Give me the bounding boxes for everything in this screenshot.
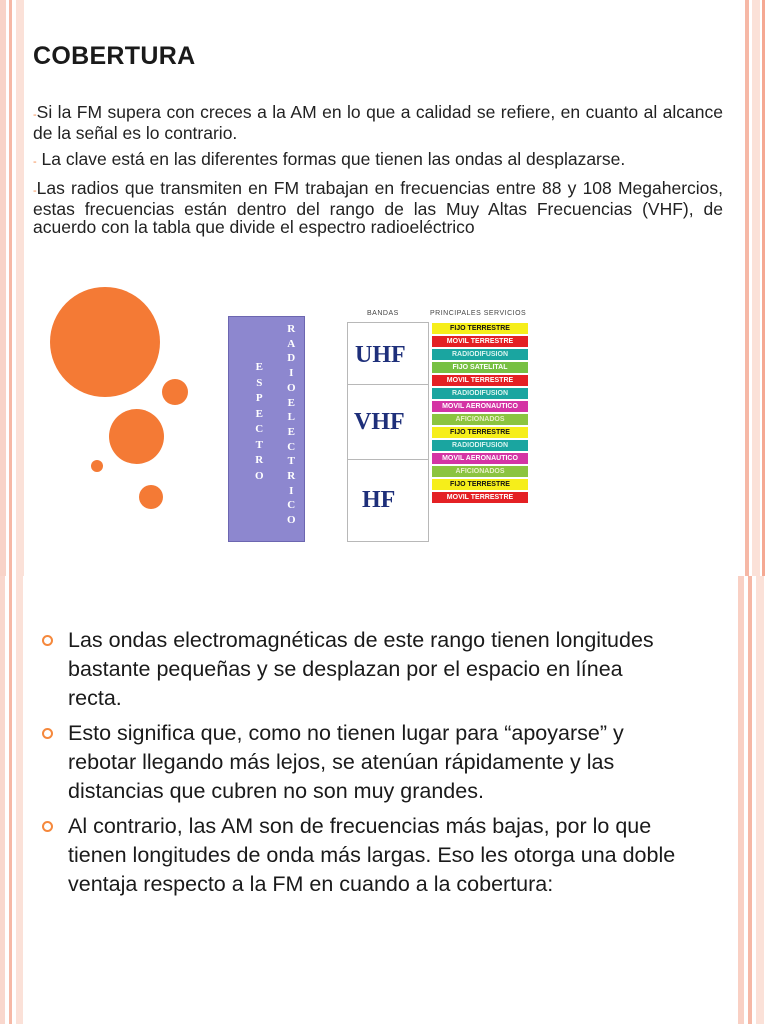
bullet-marker: -: [33, 156, 37, 168]
decor-circle-small: [139, 485, 163, 509]
service-row: FIJO TERRESTRE: [432, 323, 528, 334]
service-row: MOVIL AERONAUTICO: [432, 453, 528, 464]
vertical-letter: T: [287, 455, 295, 468]
list-item-text: Las ondas electromagnéticas de este rango tienen longitudes bastante pequeñas y se desplazan por el espacio en línea recta.: [68, 628, 654, 710]
vertical-letter: T: [255, 438, 263, 451]
vertical-letter: S: [256, 376, 263, 389]
decor-circle-medium: [109, 409, 164, 464]
vertical-letter: L: [287, 411, 295, 424]
paragraph: [33, 103, 723, 142]
spectrum-word: [255, 360, 264, 484]
service-row: MOVIL TERRESTRE: [432, 492, 528, 503]
service-row: MOVIL TERRESTRE: [432, 375, 528, 386]
decor-stripe: [762, 0, 765, 576]
service-row: AFICIONADOS: [432, 466, 528, 477]
slide-title: COBERTURA: [33, 42, 196, 70]
vertical-letter: E: [255, 407, 263, 420]
service-row: RADIODIFUSION: [432, 349, 528, 360]
services-header: PRINCIPALES SERVICIOS: [430, 310, 527, 317]
service-row: AFICIONADOS: [432, 414, 528, 425]
decor-stripe: [738, 576, 744, 1024]
vertical-letter: E: [255, 361, 263, 373]
list-item: [42, 719, 682, 806]
paragraph-text: La clave está en las diferentes formas que tienen las ondas al desplazarse.: [36, 149, 626, 169]
decor-stripe: [748, 576, 752, 1024]
decor-stripe: [0, 0, 6, 576]
service-row: RADIODIFUSION: [432, 388, 528, 399]
paragraph: [33, 150, 723, 171]
bullet-ring-icon: [42, 821, 53, 832]
band-divider: [347, 459, 429, 460]
service-row: MOVIL AERONAUTICO: [432, 401, 528, 412]
vertical-letter: C: [287, 499, 296, 512]
decor-stripe: [16, 0, 24, 576]
decor-stripe: [745, 0, 749, 576]
paragraph: [33, 179, 723, 236]
bullet-list: [42, 626, 682, 905]
bullet-ring-icon: [42, 635, 53, 646]
list-item-text: Al contrario, las AM son de frecuencias más bajas, por lo que tienen longitudes de onda más largas. Eso les otorga una doble ventaja respecto a la FM en cuando a la cobertura:: [68, 814, 676, 896]
band-label-uhf: UHF: [355, 342, 406, 368]
vertical-letter: C: [255, 423, 264, 435]
decor-stripe: [756, 576, 764, 1024]
decor-stripe: [16, 576, 23, 1024]
vertical-letter: I: [289, 484, 294, 497]
service-row: RADIODIFUSION: [432, 440, 528, 451]
decor-stripe: [9, 576, 12, 1024]
service-row: FIJO TERRESTRE: [432, 427, 528, 438]
paragraph-text: Si la FM supera con creces a la AM en lo que a calidad se refiere, en cuanto al alcance de la señal es lo contrario.: [33, 102, 723, 143]
radioelectrico-word: [287, 322, 296, 528]
vertical-letter: O: [255, 469, 264, 482]
decor-circle-tiny: [91, 460, 103, 472]
slide-body: [33, 103, 723, 244]
bullet-marker: -: [33, 109, 37, 121]
vertical-letter: E: [287, 396, 295, 409]
band-divider: [347, 384, 429, 385]
decor-stripe: [0, 576, 5, 1024]
band-label-hf: HF: [362, 487, 396, 513]
vertical-letter: O: [287, 381, 296, 394]
service-row: MOVIL TERRESTRE: [432, 336, 528, 347]
vertical-letter: C: [287, 440, 296, 453]
list-item: [42, 626, 682, 713]
service-row: FIJO TERRESTRE: [432, 479, 528, 490]
service-row: FIJO SATELITAL: [432, 362, 528, 373]
vertical-letter: E: [287, 425, 295, 438]
vertical-letter: A: [287, 337, 296, 350]
slide-2: [0, 576, 768, 1024]
vertical-letter: P: [255, 392, 263, 404]
decor-circle-small: [162, 379, 188, 405]
band-label-vhf: VHF: [354, 409, 405, 435]
decor-stripe: [752, 0, 760, 576]
vertical-letter: I: [289, 367, 294, 380]
vertical-letter: R: [287, 470, 296, 483]
list-item: [42, 812, 682, 899]
bands-header: BANDAS: [367, 310, 399, 317]
bullet-marker: -: [33, 185, 37, 197]
vertical-letter: O: [287, 514, 296, 527]
vertical-letter: D: [287, 352, 296, 365]
bullet-ring-icon: [42, 728, 53, 739]
paragraph-text: Las radios que transmiten en FM trabajan en frecuencias entre 88 y 108 Megahercios, estas frecuencias están dentro del rango de las Muy Altas Frecuencias (VHF), de acuerdo con la tabla que divide el espectro radioeléctrico: [33, 178, 723, 237]
list-item-text: Esto significa que, como no tienen lugar para “apoyarse” y rebotar llegando más lejos, se atenúan rápidamente y las distancias que cubren no son muy grandes.: [68, 721, 624, 803]
vertical-letter: R: [255, 454, 264, 466]
vertical-letter: R: [287, 323, 296, 335]
decor-stripe: [9, 0, 12, 576]
decor-circle-large: [50, 287, 160, 397]
